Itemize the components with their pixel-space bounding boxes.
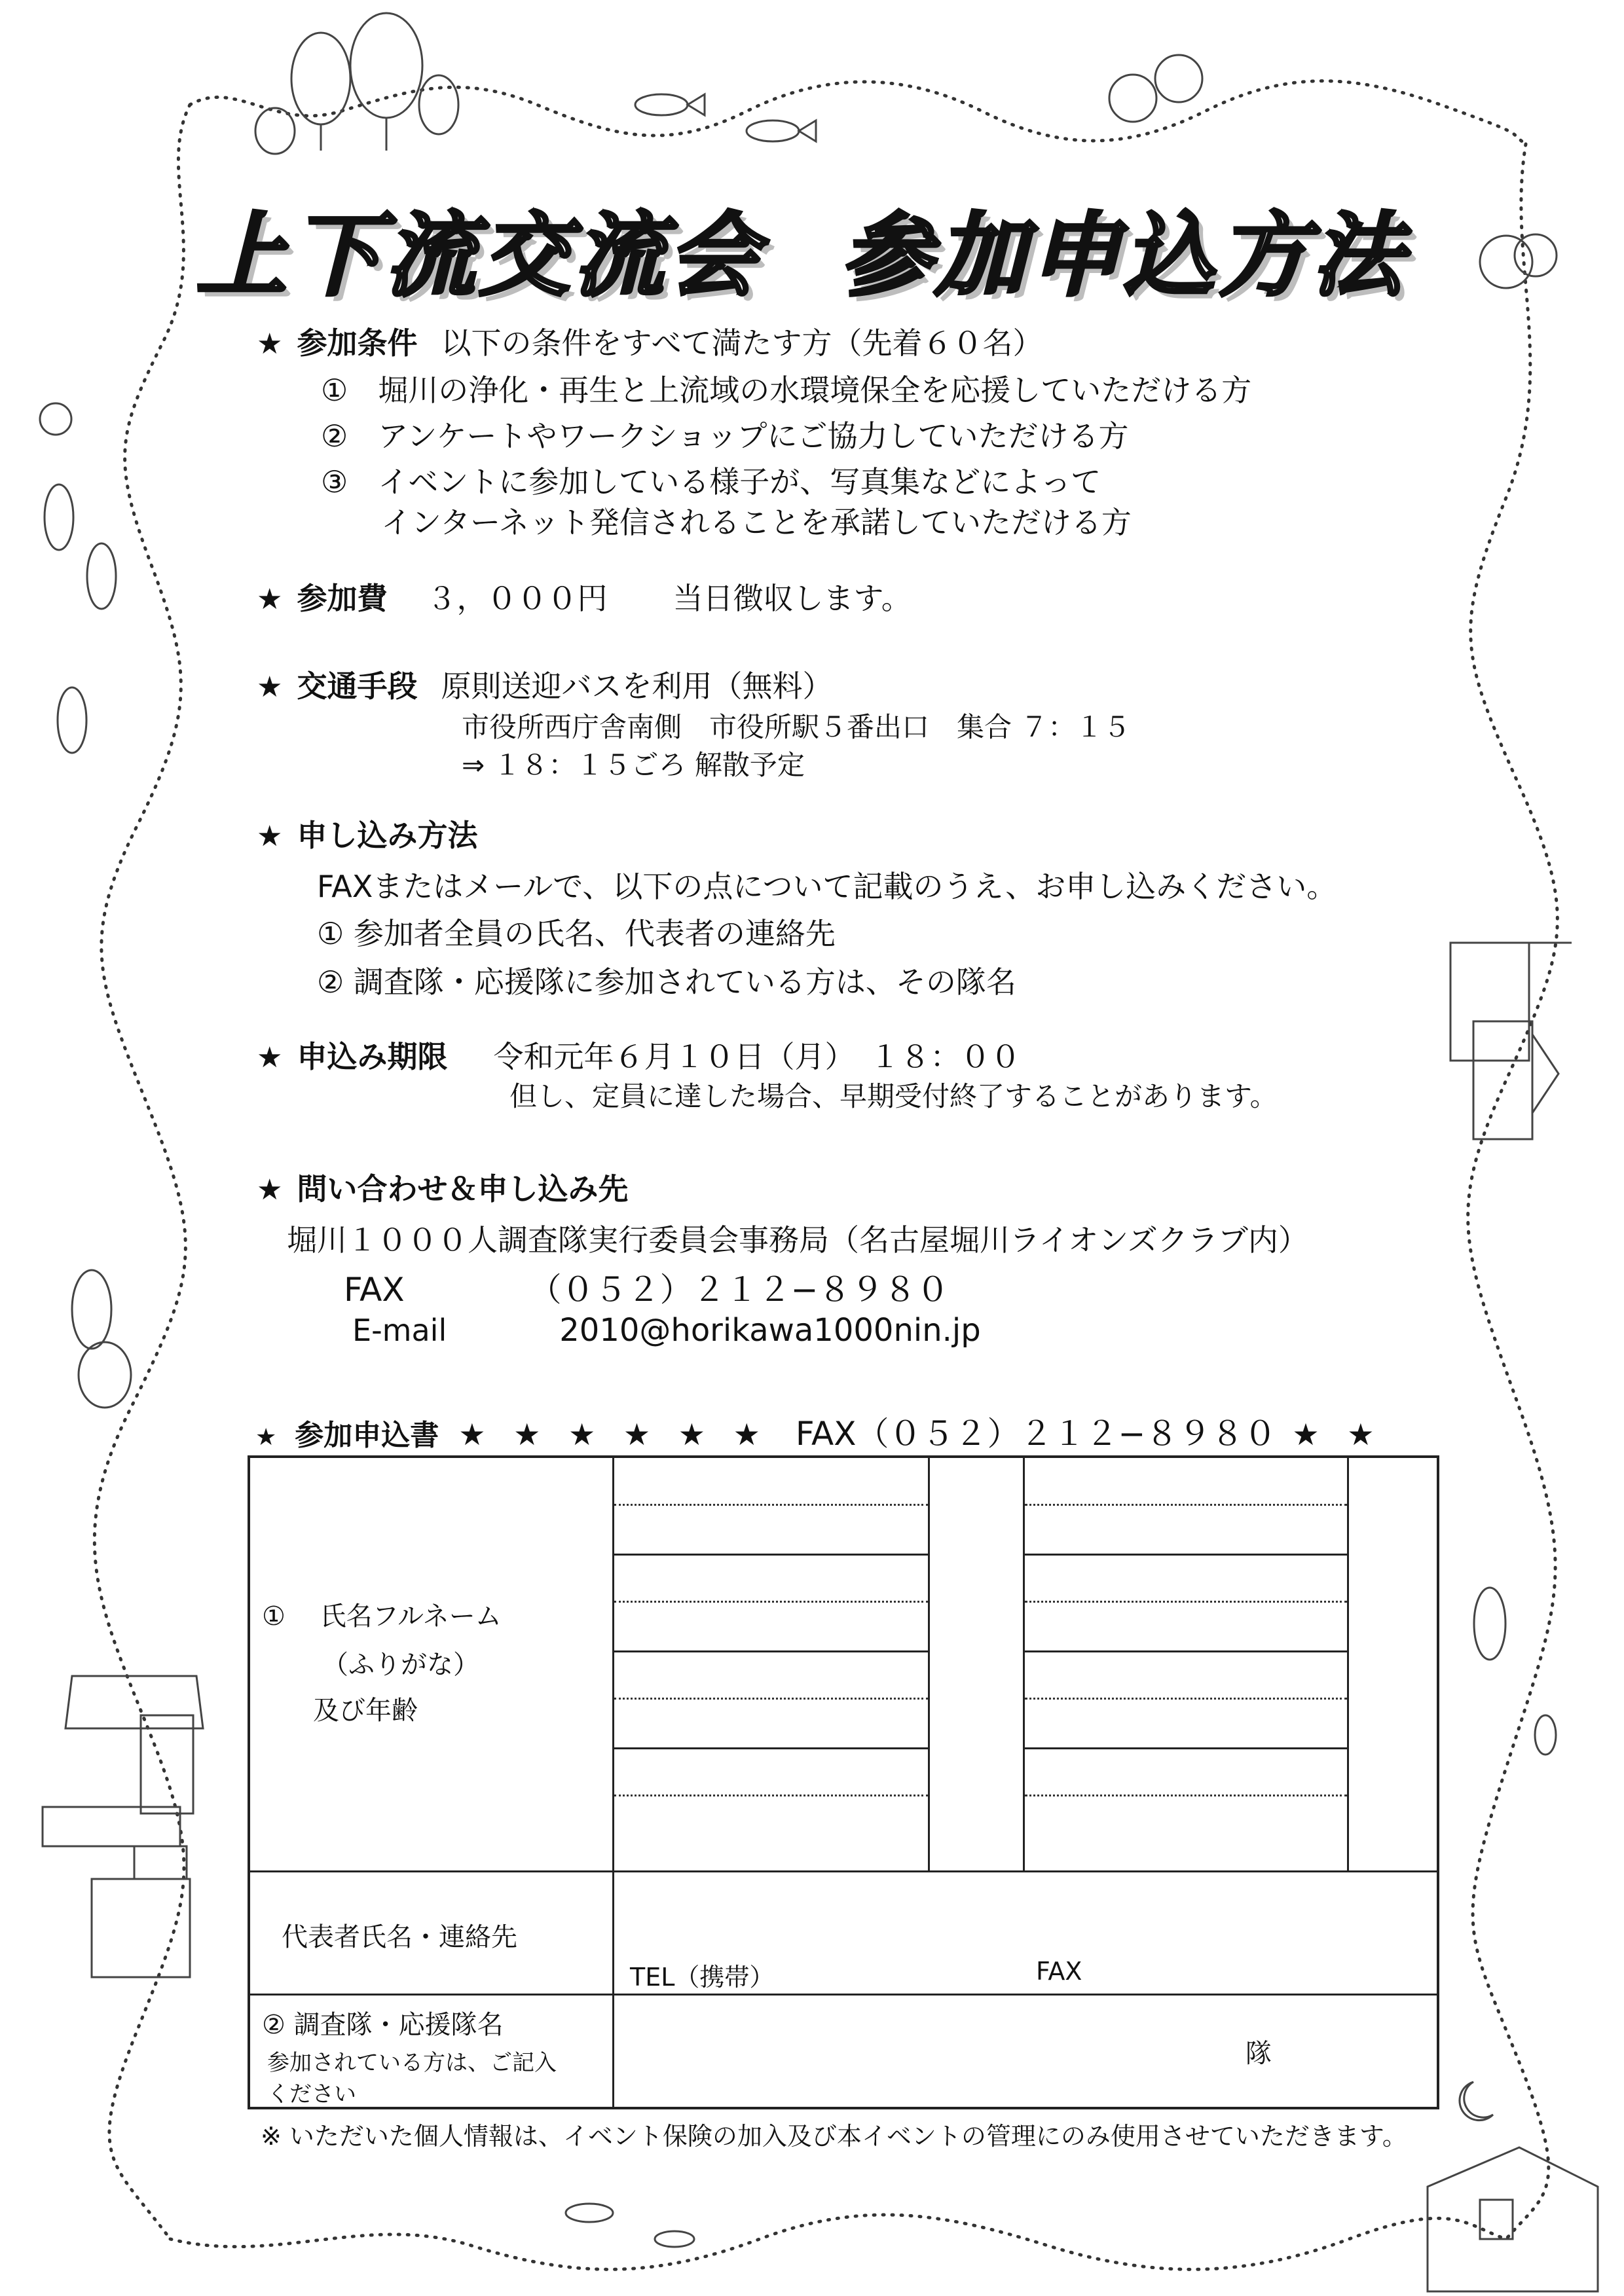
deadline-value: 令和元年６月１０日（月） １８：００ — [493, 1039, 1021, 1074]
team-note-1: 参加されている方は、ご記入 — [267, 2050, 557, 2076]
contact-label: 問い合わせ＆申し込み先 — [297, 1171, 629, 1207]
form-header-fax: FAX（０５２）２１２−８９８０ — [795, 1415, 1277, 1453]
deadline-heading — [257, 1033, 1020, 1076]
furigana-line — [614, 1698, 928, 1700]
contact-email-value[interactable]: 2010@horikawa1000nin.jp — [559, 1312, 981, 1349]
star-icon: ★ — [257, 820, 283, 853]
fee-heading — [257, 575, 912, 618]
deadline-note: 但し、定員に達した場合、早期受付終了することがあります。 — [509, 1080, 1278, 1112]
form-header-stars: ★ ★ ★ ★ ★ ★ — [458, 1417, 769, 1452]
conditions-item-1: ① 堀川の浄化・再生と上流域の水環境保全を応援していただける方 — [321, 373, 1252, 408]
conditions-value: 以下の条件をすべて満たす方（先着６０名） — [441, 325, 1043, 361]
title-part2: 参加申込方法 — [841, 203, 1407, 308]
team-note-2: ください — [267, 2081, 356, 2107]
star-icon: ★ — [257, 327, 283, 361]
furigana-line — [614, 1601, 928, 1603]
fee-amount: ３，０００円 — [426, 581, 608, 616]
application-form — [248, 1455, 1439, 2109]
fee-label: 参加費 — [297, 581, 388, 616]
conditions-label: 参加条件 — [297, 325, 418, 361]
star-icon: ★ — [257, 583, 283, 616]
star-icon: ★ — [257, 670, 283, 704]
name-line — [1025, 1554, 1347, 1556]
contact-org: 堀川１０００人調査隊実行委員会事務局（名古屋堀川ライオンズクラブ内） — [287, 1222, 1308, 1258]
transport-heading — [257, 663, 832, 706]
furigana-line — [1025, 1795, 1347, 1796]
furigana-line — [614, 1504, 928, 1506]
form-row-divider-2 — [250, 1994, 1437, 1995]
conditions-item-4: インターネット発信されることを承諾していただける方 — [321, 505, 1132, 540]
furigana-label: （ふりがな） — [322, 1650, 479, 1680]
apply-label: 申し込み方法 — [297, 818, 478, 853]
name-grid-divider — [1347, 1458, 1349, 1870]
representative-label: 代表者氏名・連絡先 — [282, 1922, 517, 1952]
name-line — [614, 1747, 928, 1749]
contact-fax-row — [344, 1264, 950, 1311]
apply-item-2: ② 調査隊・応援隊に参加されている方は、その隊名 — [317, 964, 1016, 1000]
apply-heading — [257, 812, 477, 855]
deadline-label: 申込み期限 — [297, 1039, 448, 1074]
name-grid-divider — [1023, 1458, 1025, 1870]
team-label: ② 調査隊・応援隊名 — [262, 2010, 504, 2040]
name-label: ① 氏名フルネーム — [262, 1601, 502, 1631]
privacy-footnote: ※ いただいた個人情報は、イベント保険の加入及び本イベントの管理にのみ使用させていただきます。 — [261, 2122, 1407, 2151]
furigana-line — [1025, 1601, 1347, 1603]
conditions-heading — [257, 319, 1043, 363]
conditions-item-2: ② アンケートやワークショップにご協力していただける方 — [321, 418, 1129, 454]
transport-detail-2: ⇒ １８：１５ごろ 解散予定 — [462, 749, 805, 781]
apply-intro: FAXまたはメールで、以下の点について記載のうえ、お申し込みください。 — [317, 869, 1337, 904]
contact-heading — [257, 1165, 628, 1209]
form-header-end-stars: ★ ★ — [1292, 1417, 1384, 1452]
name-line — [1025, 1747, 1347, 1749]
transport-label: 交通手段 — [297, 668, 418, 704]
age-label: 及び年齢 — [313, 1696, 418, 1726]
contact-fax-label: FAX — [344, 1271, 405, 1309]
page-title — [196, 183, 1441, 308]
star-icon: ★ — [257, 1041, 283, 1074]
title-part1: 上下流交流会 — [196, 203, 763, 308]
name-line — [1025, 1650, 1347, 1652]
form-divider — [612, 1458, 614, 2109]
furigana-line — [1025, 1504, 1347, 1506]
fax-field-label: FAX — [1036, 1957, 1082, 1986]
fee-note: 当日徴収します。 — [673, 581, 912, 616]
name-grid-divider — [928, 1458, 930, 1870]
contact-email-row — [352, 1312, 981, 1349]
name-line — [614, 1554, 928, 1556]
form-row-divider-1 — [250, 1870, 1437, 1872]
star-icon: ★ — [255, 1424, 277, 1451]
furigana-line — [1025, 1698, 1347, 1700]
conditions-item-3: ③ イベントに参加している様子が、写真集などによって — [321, 464, 1101, 500]
transport-value: 原則送迎バスを利用（無料） — [441, 668, 833, 704]
contact-fax-value: （０５２）２１２−８９８０ — [528, 1271, 950, 1309]
transport-detail-1: 市役所西庁舎南側 市役所駅５番出口 集合 ７：１５ — [462, 711, 1131, 743]
team-suffix: 隊 — [1246, 2039, 1272, 2069]
star-icon: ★ — [257, 1173, 283, 1207]
name-line — [614, 1650, 928, 1652]
furigana-line — [614, 1795, 928, 1796]
tel-label: TEL（携帯） — [630, 1963, 775, 1992]
contact-email-label: E-mail — [352, 1313, 447, 1348]
form-header — [255, 1408, 1383, 1455]
form-header-label: 参加申込書 — [295, 1419, 439, 1452]
apply-item-1: ① 参加者全員の氏名、代表者の連絡先 — [317, 916, 836, 951]
